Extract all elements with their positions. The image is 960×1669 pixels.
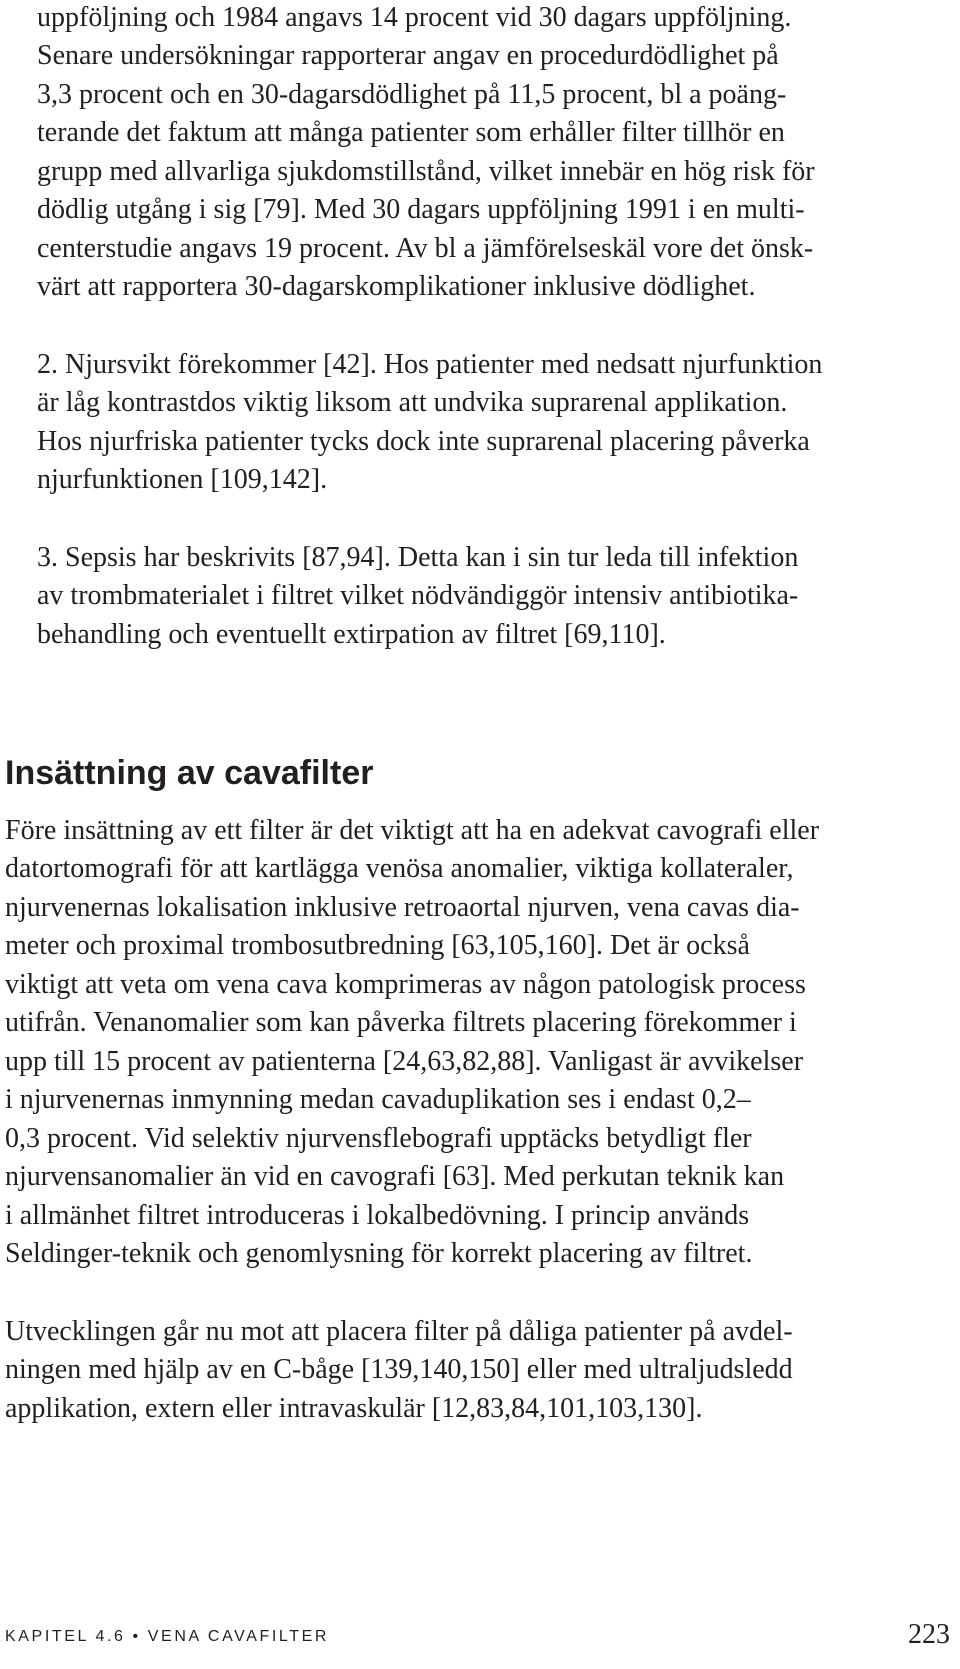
text-line: i njurvenernas inmynning medan cavaduplikation ses i endast 0,2– — [5, 1084, 751, 1115]
text-line: värt att rapportera 30-dagarskomplikationer inklusive dödlighet. — [37, 271, 756, 302]
text-line: 0,3 procent. Vid selektiv njurvensflebografi upptäcks betydligt fler — [5, 1123, 752, 1154]
text-line: upp till 15 procent av patienterna [24,63,82,88]. Vanligast är avvikelser — [5, 1046, 804, 1077]
text-line: i allmänhet filtret introduceras i lokalbedövning. I princip används — [5, 1200, 750, 1231]
text-line: Seldinger-teknik och genomlysning för korrekt placering av filtret. — [5, 1238, 753, 1269]
text-line: grupp med allvarliga sjukdomstillstånd, vilket innebär en hög risk för — [37, 156, 815, 187]
text-line: 3. Sepsis har beskrivits [87,94]. Detta kan i sin tur leda till infektion — [37, 542, 799, 573]
text-line: applikation, extern eller intravaskulär [12,83,84,101,103,130]. — [5, 1393, 703, 1424]
text-line: njurvensanomalier än vid en cavografi [63]. Med perkutan teknik kan — [5, 1161, 785, 1192]
text-line: 2. Njursvikt förekommer [42]. Hos patienter med nedsatt njurfunktion — [37, 349, 823, 380]
text-line: är låg kontrastdos viktig liksom att undvika suprarenal applikation. — [37, 387, 788, 418]
text-line: meter och proximal trombosutbredning [63,105,160]. Det är också — [5, 930, 750, 961]
text-line: 3,3 procent och en 30-dagarsdödlighet på 11,5 procent, bl a poäng- — [37, 79, 787, 110]
text-line: Senare undersökningar rapporterar angav en procedurdödlighet på — [37, 40, 779, 71]
text-line: Utvecklingen går nu mot att placera filter på dåliga patienter på avdel- — [5, 1316, 793, 1347]
page-number: 223 — [908, 1619, 950, 1650]
section-heading: Insättning av cavafilter — [5, 754, 374, 792]
text-line: dödlig utgång i sig [79]. Med 30 dagars uppföljning 1991 i en multi- — [37, 194, 805, 225]
text-line: Hos njurfriska patienter tycks dock inte suprarenal placering påverka — [37, 426, 810, 457]
text-line: njurvenernas lokalisation inklusive retroaortal njurven, vena cavas dia- — [5, 892, 800, 923]
text-line: av trombmaterialet i filtret vilket nödvändiggör intensiv antibiotika- — [37, 580, 799, 611]
text-line: njurfunktionen [109,142]. — [37, 464, 328, 495]
text-line: behandling och eventuellt extirpation av filtret [69,110]. — [37, 619, 666, 650]
text-line: viktigt att veta om vena cava komprimeras av någon patologisk process — [5, 969, 806, 1000]
text-line: centerstudie angavs 19 procent. Av bl a jämförelseskäl vore det önsk- — [37, 233, 814, 264]
text-line: terande det faktum att många patienter som erhåller filter tillhör en — [37, 117, 785, 148]
text-line: utifrån. Venanomalier som kan påverka filtrets placering förekommer i — [5, 1007, 797, 1038]
text-line: ningen med hjälp av en C-båge [139,140,150] eller med ultraljudsledd — [5, 1354, 793, 1385]
text-line: uppföljning och 1984 angavs 14 procent vid 30 dagars uppföljning. — [37, 2, 792, 33]
running-head: KAPITEL 4.6 • VENA CAVAFILTER — [5, 1628, 330, 1645]
text-line: datortomografi för att kartlägga venösa anomalier, viktiga kollateraler, — [5, 853, 794, 884]
text-line: Före insättning av ett filter är det viktigt att ha en adekvat cavografi eller — [5, 815, 820, 846]
